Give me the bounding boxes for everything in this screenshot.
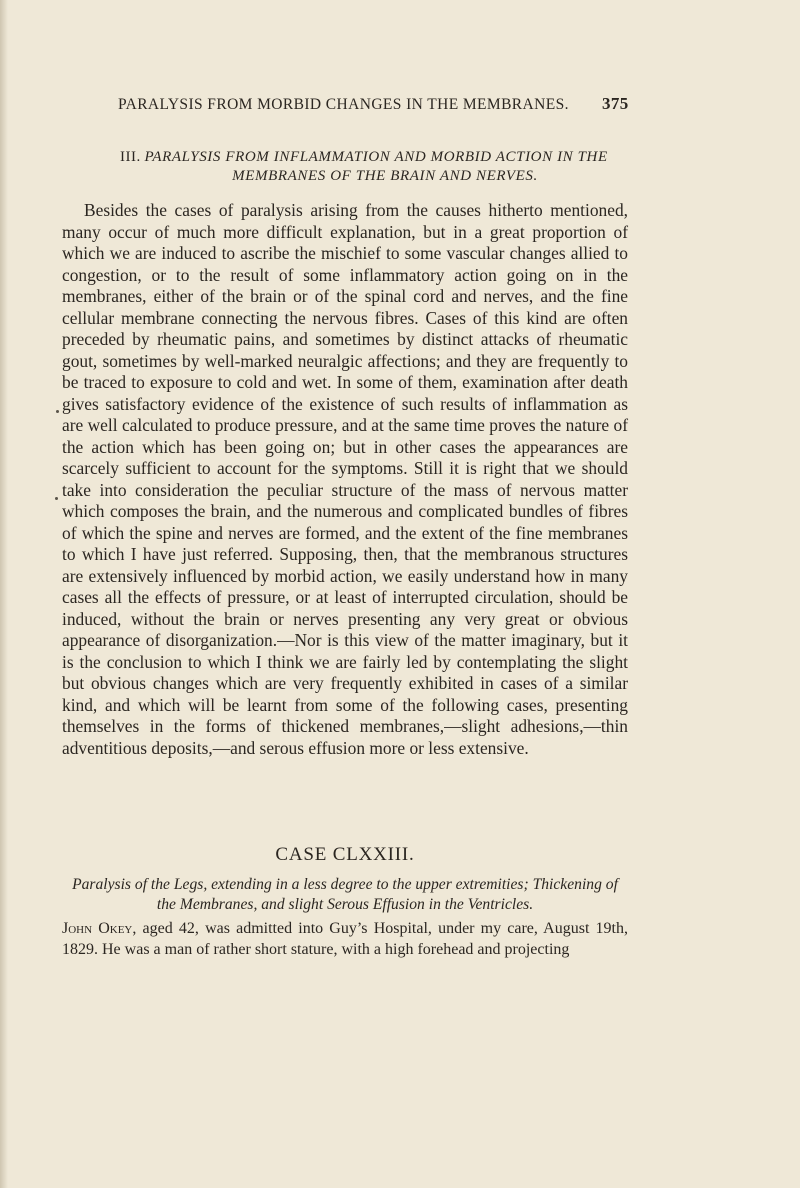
page-number: 375 bbox=[602, 94, 629, 113]
section-number: III. bbox=[120, 149, 141, 165]
case-title: CASE CLXXIII. bbox=[275, 844, 415, 865]
case-text bbox=[62, 918, 628, 960]
paper-speck bbox=[55, 497, 58, 500]
case-text-body: , aged 42, was admitted into Guy’s Hospital, under my care, August 19th, 1829. He was a man of rather short stature, with a high forehead and projecting bbox=[62, 920, 628, 958]
running-head-title: PARALYSIS FROM MORBID CHANGES IN THE MEMBRANES. bbox=[118, 96, 569, 113]
paper-speck bbox=[56, 410, 59, 413]
section-heading-line2: MEMBRANES OF THE BRAIN AND NERVES. bbox=[232, 168, 538, 184]
page-edge-shadow bbox=[0, 0, 8, 1188]
case-subtitle: Paralysis of the Legs, extending in a less degree to the upper extremities; Thickening of the Membranes, and slight Serous Effusion in the Ventricles. bbox=[72, 876, 618, 913]
body-paragraph: Besides the cases of paralysis arising from the causes hitherto mentioned, many occur of much more difficult explanation, but in a great proportion of which we are induced to ascribe the mischief to some vascular changes allied to congestion, or to the result of some inflammatory action going on in the membranes, either of the brain or of the spinal cord and nerves, and the fine cellular membrane connecting the nervous fibres. Cases of this kind are often preceded by rheumatic pains, and sometimes by distinct attacks of rheumatic gout, sometimes by well-marked neuralgic affections; and they are frequently to be traced to exposure to cold and wet. In some of them, examination after death gives satisfactory evidence of the existence of such results of inflammation as are well calculated to produce pressure, and at the same time proves the nature of the action which has been going on; but in other cases the appearances are scarcely sufficient to account for the symptoms. Still it is right that we should take into consideration the peculiar structure of the mass of nervous matter which composes the brain, and the numerous and complicated bundles of fibres of which the spine and nerves are formed, and the extent of the fine membranes to which I have just referred. Supposing, then, that the membranous structures are extensively influenced by morbid action, we easily understand how in many cases all the effects of pressure, or at least of interrupted circulation, should be induced, without the brain or nerves presenting any very great or obvious appearance of disorganization.—Nor is this view of the matter imaginary, but it is the conclusion to which I think we are fairly led by contemplating the slight but obvious changes which are very frequently exhibited in cases of a similar kind, and which will be learnt from some of the following cases, presenting themselves in the forms of thickened membranes,—slight adhesions,—thin adventitious deposits,—and serous effusion more or less extensive. bbox=[62, 200, 628, 758]
section-heading bbox=[120, 148, 620, 186]
patient-name: John Okey bbox=[62, 920, 133, 937]
section-heading-line1: PARALYSIS FROM INFLAMMATION AND MORBID ACTION IN THE bbox=[144, 149, 608, 165]
